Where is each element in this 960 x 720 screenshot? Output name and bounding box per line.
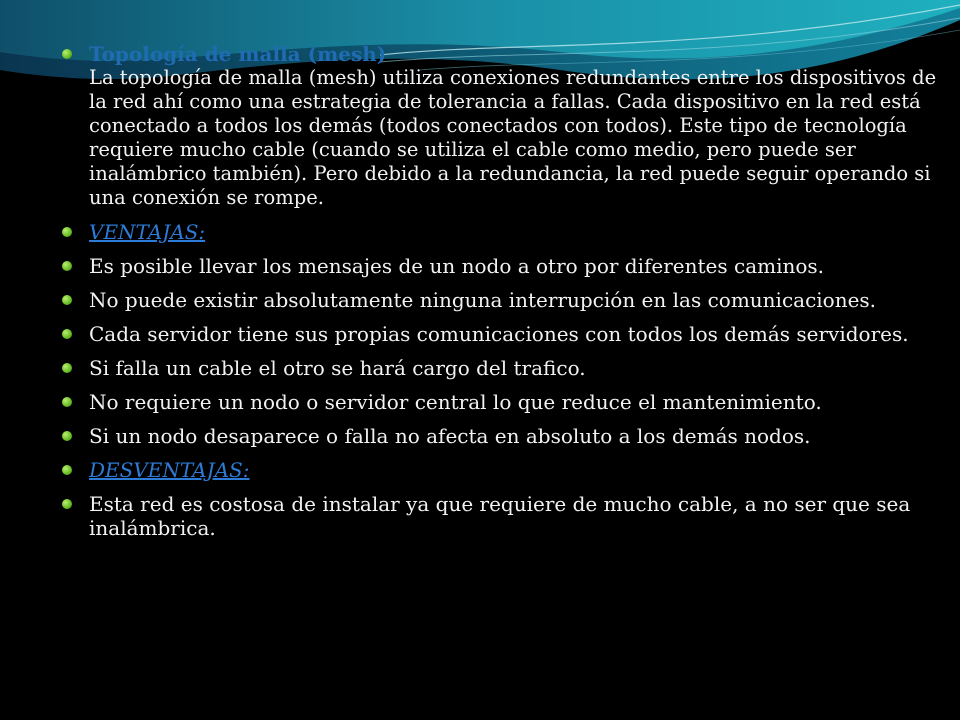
list-item: [62, 390, 942, 414]
ventaja-text: Si un nodo desaparece o falla no afecta en absoluto a los demás nodos.: [89, 424, 811, 448]
ventaja-text: Es posible llevar los mensajes de un nodo a otro por diferentes caminos.: [89, 254, 825, 278]
slide-content: [62, 42, 942, 550]
desventajas-heading-bullet: [62, 458, 942, 482]
bullet-list: [62, 42, 942, 540]
bullet-icon: [62, 261, 72, 271]
bullet-icon: [62, 465, 72, 475]
ventaja-text: No puede existir absolutamente ninguna interrupción en las comunicaciones.: [89, 288, 877, 312]
list-item: [62, 424, 942, 448]
list-item: [62, 288, 942, 312]
bullet-icon: [62, 363, 72, 373]
desventaja-text: Esta red es costosa de instalar ya que requiere de mucho cable, a no ser que sea inalámbrica.: [89, 492, 911, 540]
list-item: [62, 322, 942, 346]
desventajas-heading: DESVENTAJAS:: [89, 458, 250, 482]
bullet-icon: [62, 499, 72, 509]
bullet-icon: [62, 49, 72, 59]
bullet-icon: [62, 227, 72, 237]
list-item: [62, 492, 942, 540]
ventajas-heading: VENTAJAS:: [89, 220, 206, 244]
bullet-icon: [62, 329, 72, 339]
ventaja-text: Cada servidor tiene sus propias comunicaciones con todos los demás servidores.: [89, 322, 909, 346]
bullet-icon: [62, 397, 72, 407]
bullet-icon: [62, 431, 72, 441]
bullet-icon: [62, 295, 72, 305]
intro-title: Topología de malla (mesh): [89, 42, 387, 66]
list-item: [62, 356, 942, 380]
ventajas-heading-bullet: [62, 220, 942, 244]
ventaja-text: No requiere un nodo o servidor central lo que reduce el mantenimiento.: [89, 390, 822, 414]
list-item: [62, 254, 942, 278]
ventaja-text: Si falla un cable el otro se hará cargo del trafico.: [89, 356, 586, 380]
intro-body: La topología de malla (mesh) utiliza conexiones redundantes entre los dispositivos de la red ahí como una estrategia de tolerancia a fallas. Cada dispositivo en la red está conectado a todos los demás (todos conectados con todos). Este tipo de tecnología requiere mucho cable (cuando se utiliza el cable como medio, pero puede ser inalámbrico también). Pero debido a la redundancia, la red puede seguir operando si una conexión se rompe.: [89, 66, 937, 209]
intro-bullet: [62, 42, 942, 210]
